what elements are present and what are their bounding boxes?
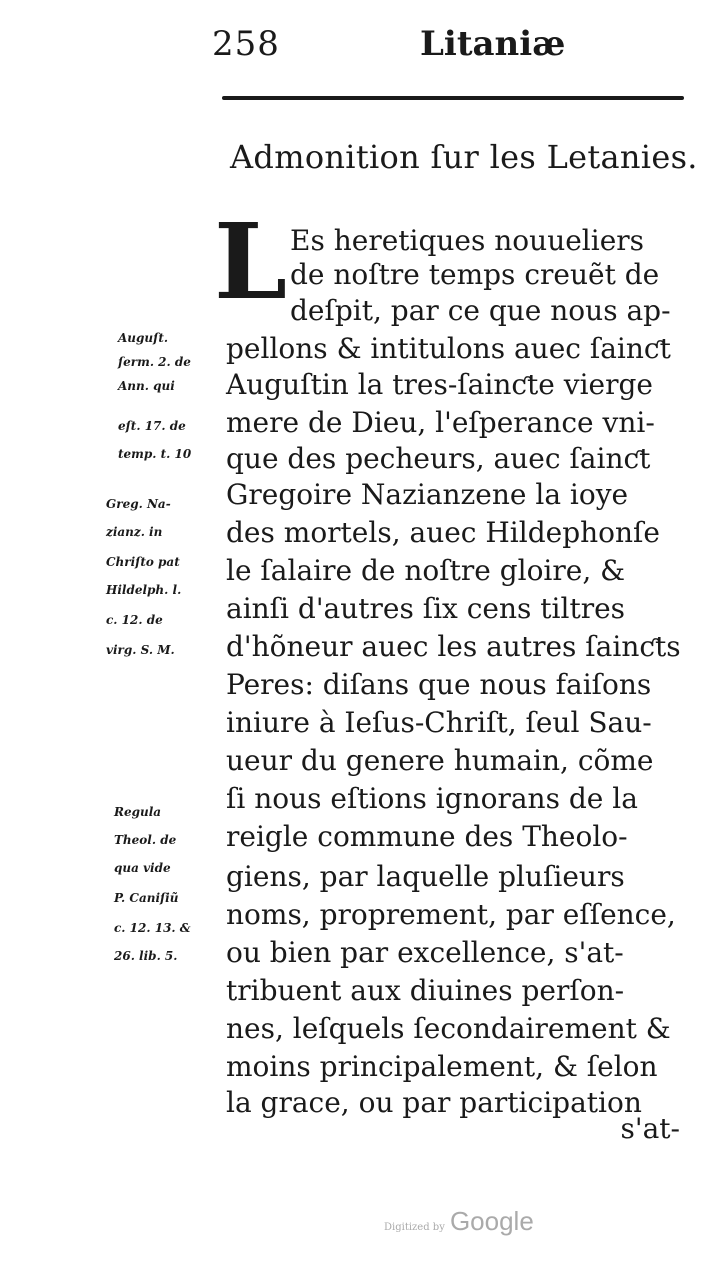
margin-note: Greg. Na- bbox=[106, 497, 171, 511]
page-number: 258 bbox=[212, 24, 280, 64]
body-line: des mortels, auec Hildephonſe bbox=[226, 516, 660, 549]
body-line: d'hõneur auec les autres ſainƈts bbox=[226, 630, 681, 663]
body-line: reigle commune des Theolo- bbox=[226, 820, 628, 853]
margin-note: zianz. in bbox=[106, 525, 163, 539]
body-line: le ſalaire de noſtre gloire, & bbox=[226, 554, 626, 587]
margin-note: qua vide bbox=[114, 861, 171, 875]
margin-note: c. 12. 13. & bbox=[114, 921, 191, 935]
body-line: que des pecheurs, auec ſainƈt bbox=[226, 442, 651, 475]
running-title: Litaniæ bbox=[420, 24, 566, 64]
body-line: moins principalement, & ſelon bbox=[226, 1050, 658, 1083]
google-watermark bbox=[384, 1206, 534, 1237]
margin-note: Hildelph. l. bbox=[106, 583, 182, 597]
body-line: Peres: diſans que nous faiſons bbox=[226, 668, 652, 701]
body-line: Auguſtin la tres-ſainƈte vierge bbox=[226, 368, 653, 401]
body-line: ainſi d'autres ſix cens tiltres bbox=[226, 592, 626, 625]
body-line: ſi nous eſtions ignorans de la bbox=[226, 782, 638, 815]
body-line: Gregoire Nazianzene la ioye bbox=[226, 478, 629, 511]
body-line: nes, leſquels ſecondairement & bbox=[226, 1012, 671, 1045]
margin-note: c. 12. de bbox=[106, 613, 163, 627]
margin-note: P. Caniſiũ bbox=[114, 891, 179, 905]
body-line: noms, proprement, par eſſence, bbox=[226, 898, 676, 931]
margin-note: Regula bbox=[114, 805, 162, 819]
body-line: ueur du genere humain, cõme bbox=[226, 744, 654, 777]
margin-note: Chriſto pat bbox=[106, 555, 180, 569]
catchword: s'at- bbox=[620, 1112, 680, 1145]
margin-note: ſerm. 2. de bbox=[118, 355, 191, 369]
body-line: la grace, ou par participation bbox=[226, 1086, 642, 1119]
body-line: iniure à Ieſus-Chriſt, ſeul Sau- bbox=[226, 706, 652, 739]
margin-note: Auguſt. bbox=[118, 331, 169, 345]
section-title: Admonition ſur les Letanies. bbox=[230, 138, 698, 176]
margin-note: Ann. qui bbox=[118, 379, 175, 393]
margin-note: temp. t. 10 bbox=[118, 447, 192, 461]
margin-note: eſt. 17. de bbox=[118, 419, 186, 433]
header-rule bbox=[222, 96, 684, 100]
margin-note: Theol. de bbox=[114, 833, 177, 847]
drop-cap: L bbox=[214, 200, 288, 323]
body-line: giens, par laquelle pluſieurs bbox=[226, 860, 625, 893]
body-line: tribuent aux diuines perſon- bbox=[226, 974, 625, 1007]
margin-note: virg. S. M. bbox=[106, 643, 175, 657]
page-header bbox=[0, 18, 718, 68]
body-line: deſpit, par ce que nous ap- bbox=[290, 294, 671, 327]
body-line: de noſtre temps creuẽt de bbox=[290, 258, 660, 291]
watermark-brand: Google bbox=[449, 1206, 534, 1236]
margin-note: 26. lib. 5. bbox=[114, 949, 178, 963]
body-line: pellons & intitulons auec ſainƈt bbox=[226, 332, 671, 365]
body-line: mere de Dieu, l'eſperance vni- bbox=[226, 406, 655, 439]
body-line: Es heretiques nouueliers bbox=[290, 224, 645, 257]
watermark-prefix: Digitized by bbox=[384, 1222, 445, 1233]
body-line: ou bien par excellence, s'at- bbox=[226, 936, 624, 969]
